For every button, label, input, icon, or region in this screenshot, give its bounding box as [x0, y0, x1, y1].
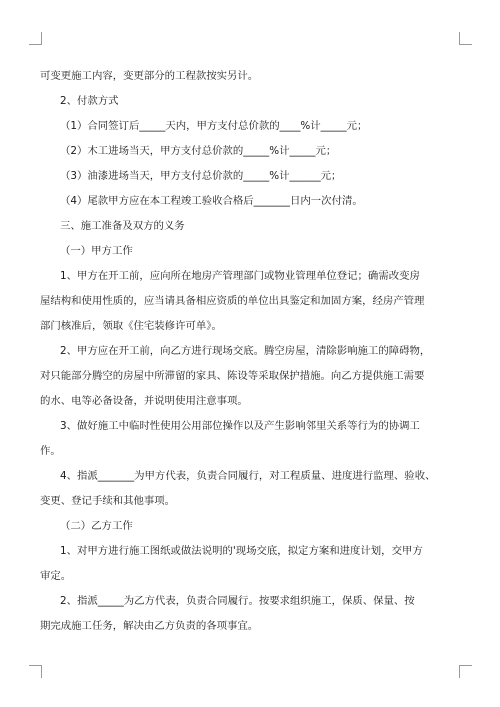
- payment-clause: （4）尾款甲方应在本工程竣工验收合格后_______日内一次付清。: [60, 195, 363, 207]
- crop-mark-bottom-left: [29, 665, 42, 678]
- body-text-line: 3、做好施工中临时性使用公用部位操作以及产生影响邻里关系等行为的协调工: [60, 420, 420, 432]
- payment-clause: （1）合同签订后_____天内，甲方支付总价款的____%计_____元；: [60, 120, 368, 132]
- body-text-line: 的水、电等必备设备，并说明使用注意事项。: [40, 395, 248, 407]
- body-text-line: 对只能部分腾空的房屋中所滞留的家具、陈设等采取保护措施。向乙方提供施工需要: [40, 370, 425, 382]
- payment-clause: （2）木工进场当天，甲方支付总价款的_____%计_____元；: [60, 145, 337, 157]
- crop-mark-top-left: [29, 32, 42, 45]
- body-text-line: 期完成施工任务，解决由乙方负责的各项事宜。: [40, 620, 259, 632]
- body-text-line: 1、甲方在开工前，应向所在地房产管理部门或物业管理单位登记；确需改变房: [60, 270, 420, 282]
- section-heading: 三、施工准备及双方的义务: [60, 220, 185, 232]
- body-text-line: 2、指派_____为乙方代表，负责合同履行。按要求组织施工，保质、保量、按: [60, 595, 415, 607]
- body-text-line: 2、甲方应在开工前，向乙方进行现场交底。腾空房屋，清除影响施工的障碍物，: [60, 345, 431, 357]
- payment-clause: （3）油漆进场当天，甲方支付总价款的_____%计______元；: [60, 170, 342, 182]
- section-heading: 2、付款方式: [60, 95, 119, 107]
- crop-mark-top-right: [459, 32, 472, 45]
- body-text-line: 4、指派_______为甲方代表，负责合同履行，对工程质量、进度进行监理、验收、: [60, 470, 436, 482]
- crop-mark-bottom-right: [459, 665, 472, 678]
- body-text-line: 1、对甲方进行施工图纸或做法说明的'现场交底，拟定方案和进度计划，交甲方: [60, 545, 423, 557]
- subsection-heading: （一）甲方工作: [60, 245, 133, 257]
- body-text-line: 变更、登记手续和其他事项。: [40, 495, 176, 507]
- body-text-line: 部门核准后，领取《住宅装修许可单》。: [40, 320, 222, 332]
- document-body: [40, 64, 460, 639]
- subsection-heading: （二）乙方工作: [60, 520, 133, 532]
- body-text-line: 审定。: [40, 570, 72, 582]
- body-text-line: 作。: [40, 445, 61, 457]
- body-text-line: 屋结构和使用性质的，应当请具备相应资质的单位出具鉴定和加固方案，经房产管理: [40, 295, 425, 307]
- body-text-line: 可变更施工内容，变更部分的工程款按实另计。: [40, 70, 259, 82]
